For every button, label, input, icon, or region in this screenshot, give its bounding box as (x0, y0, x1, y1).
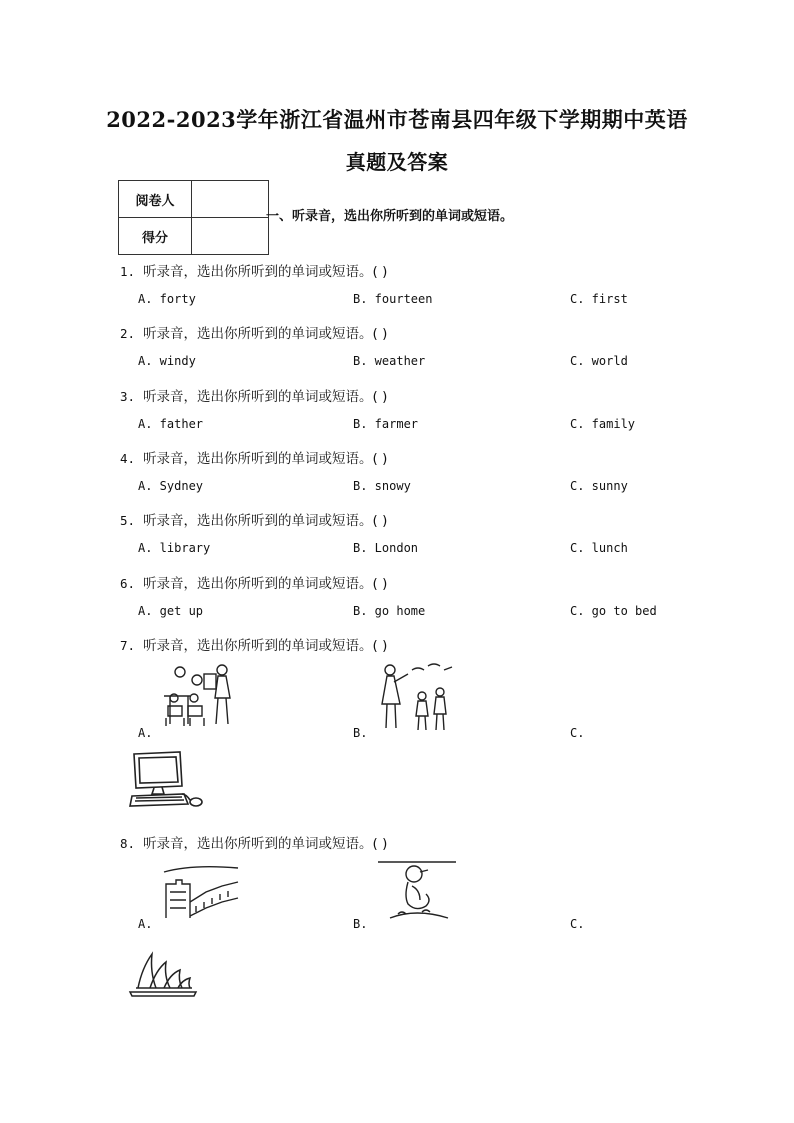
question-prompt: 听录音，选出你所听到的单词或短语。( ) (143, 638, 388, 654)
question-number: 6. (120, 576, 136, 591)
question-prompt: 听录音，选出你所听到的单词或短语。( ) (143, 326, 388, 342)
computer-illustration[interactable] (128, 750, 206, 812)
q2-option-a[interactable]: A. windy (138, 354, 196, 368)
question-prompt: 听录音，选出你所听到的单词或短语。( ) (143, 264, 388, 280)
great-wall-illustration[interactable] (162, 862, 242, 920)
q7-option-c[interactable]: C. (570, 726, 585, 740)
question-number: 3. (120, 389, 136, 404)
question-prompt: 听录音，选出你所听到的单词或短语。( ) (143, 389, 388, 405)
question-7 (120, 634, 387, 654)
question-number: 7. (120, 638, 136, 653)
q4-option-b[interactable]: B. snowy (353, 479, 411, 493)
score-table (118, 180, 269, 255)
question-number: 5. (120, 513, 136, 528)
q3-option-b[interactable]: B. farmer (353, 417, 419, 431)
q4-option-a[interactable]: A. Sydney (138, 479, 204, 493)
document-title: 2022-2023学年浙江省温州市苍南县四年级下学期期中英语 (106, 107, 688, 132)
sydney-opera-house-illustration[interactable] (128, 948, 198, 998)
classroom-teacher-illustration[interactable] (160, 660, 242, 728)
q8-option-c[interactable]: C. (570, 917, 585, 931)
score-label: 得分 (119, 218, 192, 255)
question-number: 4. (120, 451, 136, 466)
question-prompt: 听录音，选出你所听到的单词或短语。( ) (143, 451, 388, 467)
q2-option-b[interactable]: B. weather (353, 354, 426, 368)
q8-option-a[interactable]: A. (138, 917, 153, 931)
q8-option-b[interactable]: B. (353, 917, 368, 931)
merlion-illustration[interactable] (376, 860, 458, 922)
q5-option-a[interactable]: A. library (138, 541, 211, 555)
q6-option-c[interactable]: C. go to bed (570, 604, 657, 618)
question-4 (120, 447, 387, 467)
q6-option-b[interactable]: B. go home (353, 604, 426, 618)
question-3 (120, 385, 387, 405)
q3-option-a[interactable]: A. father (138, 417, 204, 431)
q4-option-c[interactable]: C. sunny (570, 479, 628, 493)
question-number: 2. (120, 326, 136, 341)
reviewer-label: 阅卷人 (119, 181, 192, 218)
q1-option-b[interactable]: B. fourteen (353, 292, 433, 306)
q7-option-a[interactable]: A. (138, 726, 153, 740)
reviewer-cell[interactable] (192, 181, 269, 218)
question-prompt: 听录音，选出你所听到的单词或短语。( ) (143, 513, 388, 529)
score-cell[interactable] (192, 218, 269, 255)
question-8 (120, 832, 387, 852)
document-subtitle: 真题及答案 (345, 150, 449, 174)
question-5 (120, 509, 387, 529)
question-prompt: 听录音，选出你所听到的单词或短语。( ) (143, 576, 388, 592)
q3-option-c[interactable]: C. family (570, 417, 636, 431)
question-1 (120, 260, 387, 280)
q1-option-a[interactable]: A. forty (138, 292, 196, 306)
q5-option-b[interactable]: B. London (353, 541, 419, 555)
q2-option-c[interactable]: C. world (570, 354, 628, 368)
q5-option-c[interactable]: C. lunch (570, 541, 628, 555)
question-number: 8. (120, 836, 136, 851)
q7-option-b[interactable]: B. (353, 726, 368, 740)
q1-option-c[interactable]: C. first (570, 292, 628, 306)
section-heading: 一、听录音，选出你所听到的单词或短语。 (266, 209, 514, 224)
q6-option-a[interactable]: A. get up (138, 604, 204, 618)
question-6 (120, 572, 387, 592)
question-prompt: 听录音，选出你所听到的单词或短语。( ) (143, 836, 388, 852)
question-number: 1. (120, 264, 136, 279)
music-class-illustration[interactable] (378, 660, 458, 732)
question-2 (120, 322, 387, 342)
